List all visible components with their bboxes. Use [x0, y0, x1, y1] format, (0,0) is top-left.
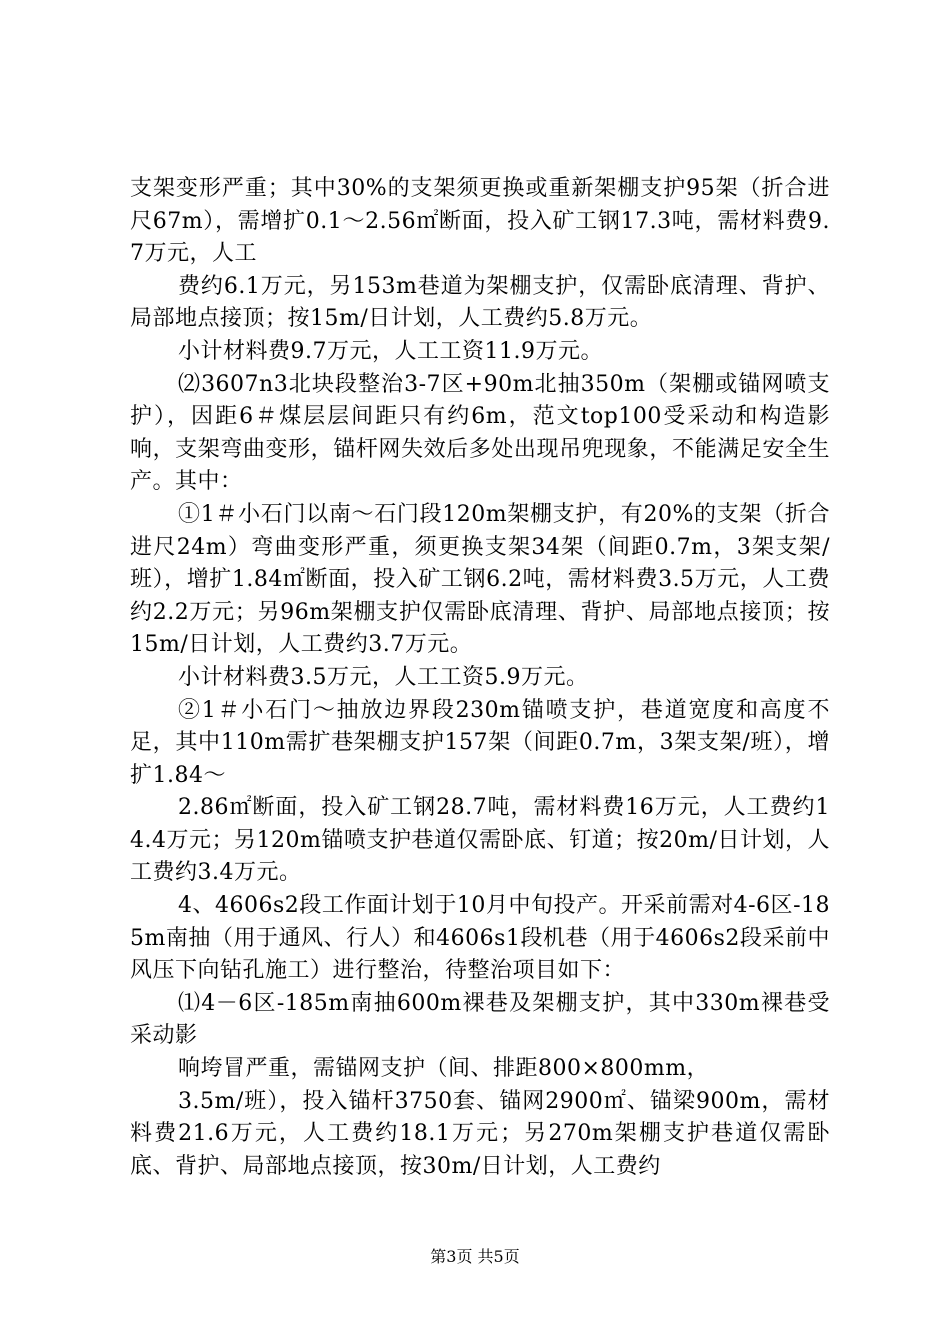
page-number-label: 第3页 共5页 [430, 1247, 520, 1266]
page-footer [0, 1244, 950, 1267]
paragraph-2: 费约6.1万元，另153m巷道为架棚支护，仅需卧底清理、背护、局部地点接顶；按15m/日计划，人工费约5.8万元。 [130, 273, 830, 332]
paragraph-3: 小计材料费9.7万元，人工工资11.9万元。 [178, 338, 603, 364]
paragraph-7: ②1＃小石门～抽放边界段230m锚喷支护，巷道宽度和高度不足，其中110m需扩巷架棚支护157架（间距0.7m，3架支架/班），增扩1.84～ [130, 697, 830, 788]
paragraph-1: 支架变形严重；其中30%的支架须更换或重新架棚支护95架（折合进尺67m），需增扩0.1～2.56㎡断面，投入矿工钢17.3吨，需材料费9.7万元，人工 [130, 176, 830, 267]
paragraph-12: 3.5m/班），投入锚杆3750套、锚网2900㎡、锚梁900m，需材料费21.6万元，人工费约18.1万元；另270m架棚支护巷道仅需卧底、背护、局部地点接顶，按30m/日计划，人工费约 [130, 1088, 830, 1179]
paragraph-9: 4、4606s2段工作面计划于10月中旬投产。开采前需对4-6区-185m南抽（用于通风、行人）和4606s1段机巷（用于4606s2段采前中风压下向钻孔施工）进行整治，待整治项目如下： [130, 893, 830, 984]
paragraph-10: ⑴4－6区-185m南抽600m裸巷及架棚支护，其中330m裸巷受采动影 [130, 990, 830, 1049]
paragraph-5: ①1＃小石门以南～石门段120m架棚支护，有20%的支架（折合进尺24m）弯曲变形严重，须更换支架34架（间距0.7m，3架支架/班），增扩1.84㎡断面，投入矿工钢6.2吨，需材料费3.5万元，人工费约2.2万元；另96m架棚支护仅需卧底清理、背护、局部地点接顶；按15m/日计划，人工费约3.7万元。 [130, 501, 830, 658]
paragraph-4: ⑵3607n3北块段整治3-7区+90m北抽350m（架棚或锚网喷支护），因距6＃煤层层间距只有约6m，范文top100受采动和构造影响，支架弯曲变形，锚杆网失效后多处出现吊兜现象，不能满足安全生产。其中： [130, 371, 830, 495]
paragraph-6: 小计材料费3.5万元，人工工资5.9万元。 [178, 664, 589, 690]
paragraph-11: 响垮冒严重，需锚网支护（间、排距800×800mm， [178, 1056, 710, 1082]
paragraph-8: 2.86㎡断面，投入矿工钢28.7吨，需材料费16万元，人工费约14.4万元；另120m锚喷支护巷道仅需卧底、钉道；按20m/日计划，人工费约3.4万元。 [130, 795, 830, 886]
document-body [130, 173, 830, 1183]
